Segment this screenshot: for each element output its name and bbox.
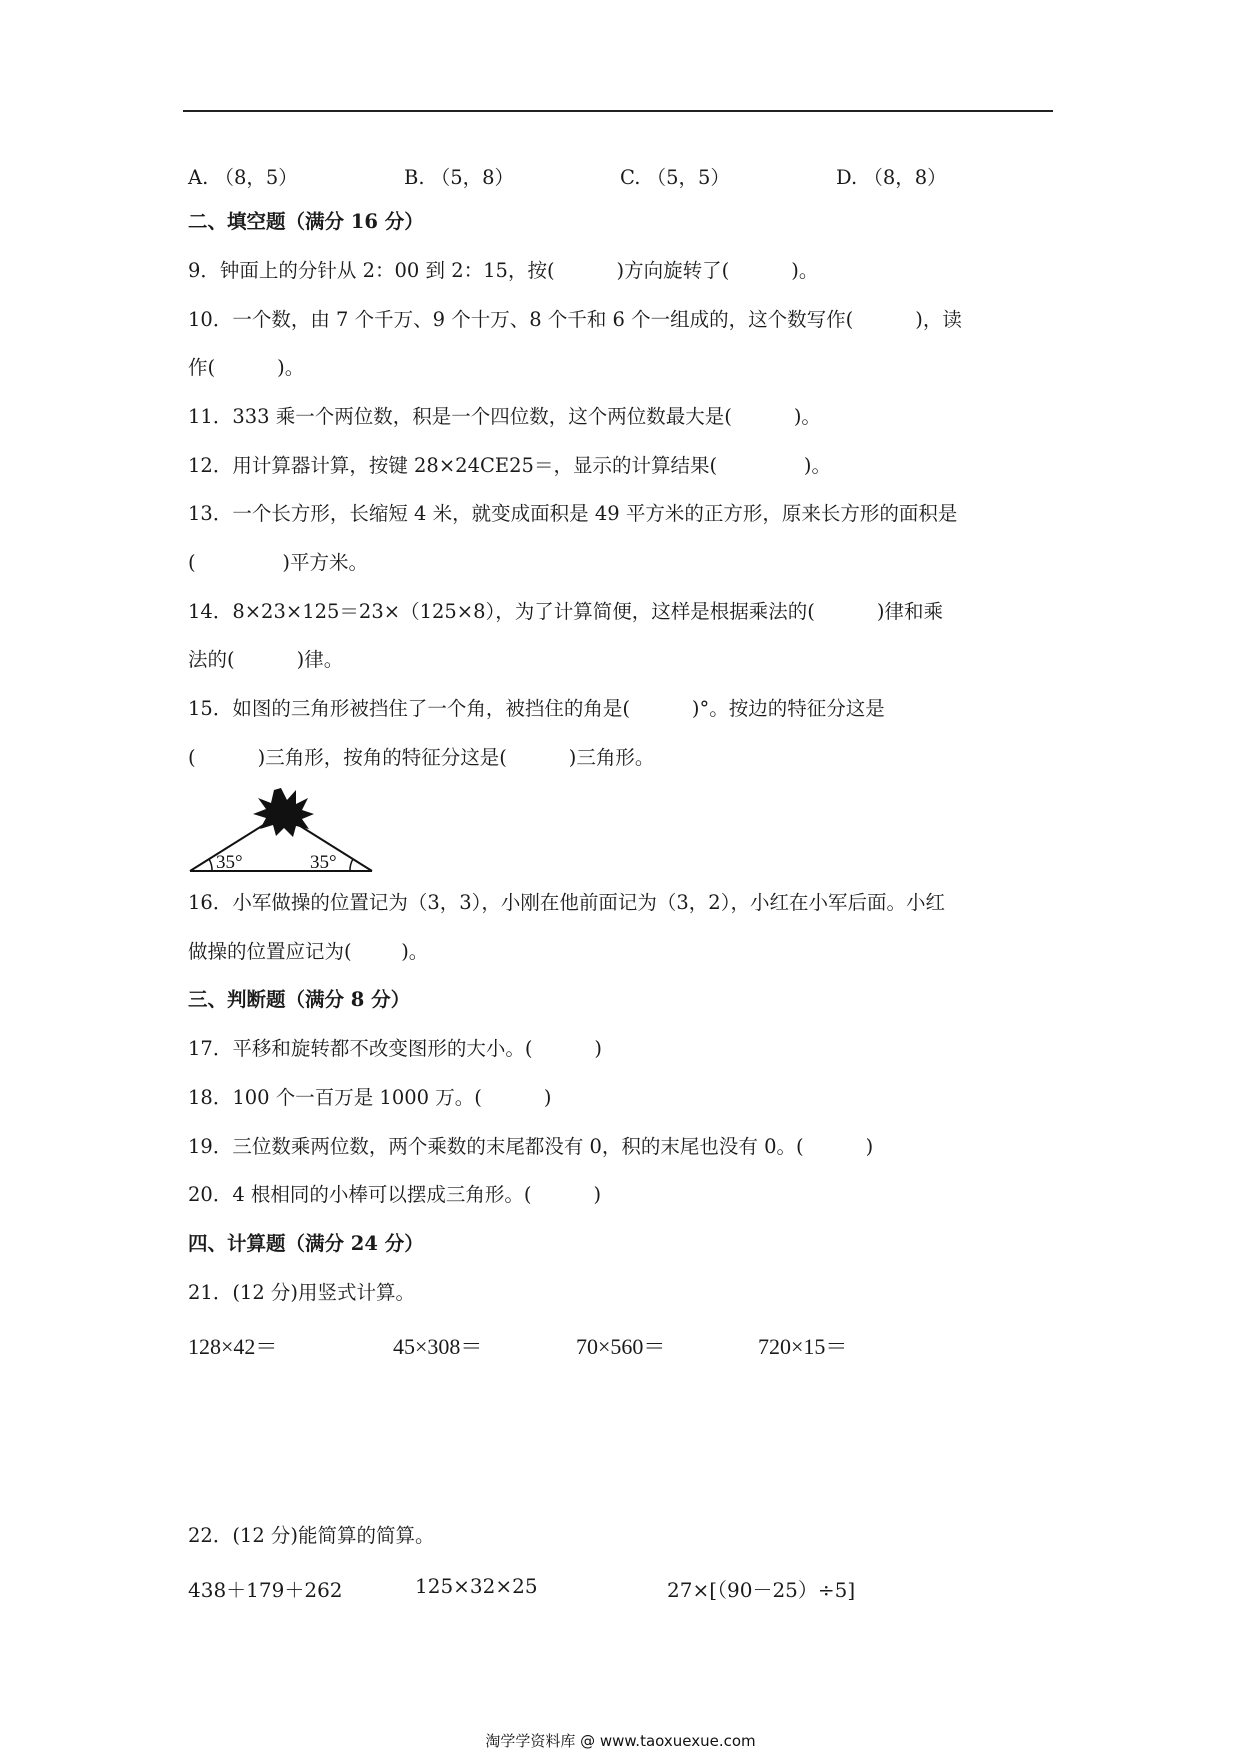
- simplify-item: 438＋179＋262: [188, 1578, 343, 1602]
- question-19: 19．三位数乘两位数，两个乘数的末尾都没有 0，积的末尾也没有 0。( ): [188, 1135, 874, 1158]
- calc-item: 45×308＝: [393, 1334, 483, 1359]
- angle-label-right: 35°: [310, 852, 337, 873]
- question-22: 22．(12 分)能简算的简算。: [188, 1524, 435, 1547]
- section-3-title: 三、判断题（满分 8 分）: [188, 988, 411, 1011]
- question-18: 18．100 个一百万是 1000 万。( ): [188, 1086, 552, 1109]
- question-16-line-2: 做操的位置应记为( )。: [188, 940, 429, 963]
- section-2-title: 二、填空题（满分 16 分）: [188, 210, 424, 233]
- section-4-title: 四、计算题（满分 24 分）: [188, 1232, 424, 1255]
- calc-item: 720×15＝: [758, 1334, 848, 1359]
- simplify-item: 125×32×25: [415, 1574, 538, 1598]
- question-20: 20．4 根相同的小棒可以摆成三角形。( ): [188, 1183, 602, 1206]
- calc-item: 128×42＝: [188, 1334, 278, 1359]
- option-a: A. （8，5）: [188, 166, 298, 189]
- option-c: C. （5，5）: [620, 166, 730, 189]
- covered-triangle-figure: [186, 784, 376, 874]
- question-10-line-1: 10．一个数，由 7 个千万、9 个十万、8 个千和 6 个一组成的，这个数写作( )，读: [188, 308, 962, 331]
- question-15-line-1: 15．如图的三角形被挡住了一个角，被挡住的角是( )°。按边的特征分这是: [188, 697, 885, 720]
- question-11: 11．333 乘一个两位数，积是一个四位数，这个两位数最大是( )。: [188, 405, 821, 428]
- question-13-line-2: ( )平方米。: [188, 551, 368, 574]
- question-16-line-1: 16．小军做操的位置记为（3，3），小刚在他前面记为（3，2），小红在小军后面。小红: [188, 891, 945, 914]
- question-12: 12．用计算器计算，按键 28×24CE25＝，显示的计算结果( )。: [188, 454, 831, 477]
- question-17: 17．平移和旋转都不改变图形的大小。( ): [188, 1037, 603, 1060]
- header-rule: [183, 110, 1053, 112]
- footer-watermark: 淘学学资料库 @ www.taoxuexue.com: [485, 1732, 756, 1750]
- question-9: 9．钟面上的分针从 2：00 到 2：15，按( )方向旋转了( )。: [188, 259, 819, 282]
- question-14-line-2: 法的( )律。: [188, 648, 344, 671]
- question-14-line-1: 14．8×23×125＝23×（125×8），为了计算简便，这样是根据乘法的( )律和乘: [188, 600, 943, 623]
- question-21: 21．(12 分)用竖式计算。: [188, 1281, 416, 1304]
- option-d: D. （8，8）: [836, 166, 947, 189]
- question-13-line-1: 13．一个长方形，长缩短 4 米，就变成面积是 49 平方米的正方形，原来长方形的面积是: [188, 502, 958, 525]
- simplify-item: 27×[（90－25）÷5]: [667, 1578, 856, 1602]
- angle-label-left: 35°: [216, 852, 243, 873]
- option-b: B. （5，8）: [404, 166, 515, 189]
- question-15-line-2: ( )三角形，按角的特征分这是( )三角形。: [188, 746, 655, 769]
- question-10-line-2: 作( )。: [188, 356, 305, 379]
- calc-item: 70×560＝: [576, 1334, 666, 1359]
